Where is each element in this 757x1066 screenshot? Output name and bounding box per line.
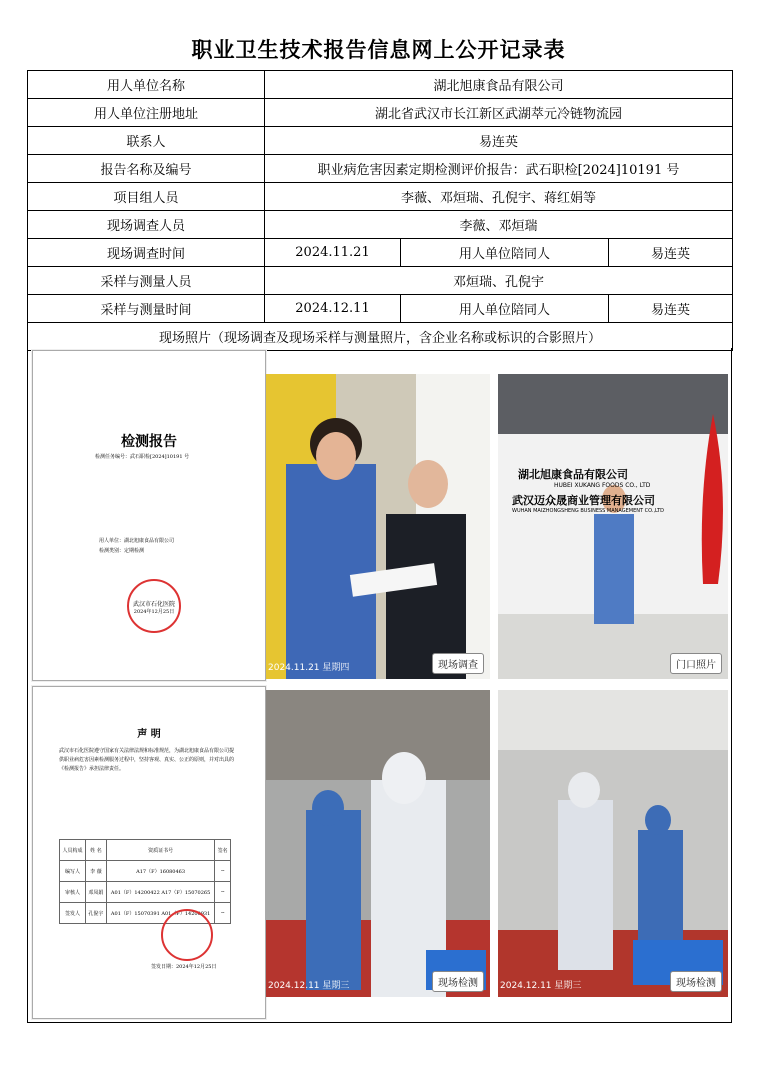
handwritten-signature: ∽: [215, 903, 231, 924]
company-sign-2-en: WUHAN MAIZHONGSHENG BUSINESS MANAGEMENT CO.,LTD: [512, 508, 665, 514]
report-cover-type: 检测类别：定期检测: [99, 548, 145, 554]
row-sampling-staff: [28, 267, 733, 295]
sig-header-name: 姓 名: [86, 840, 107, 861]
label-survey-accompany: 用人单位陪同人: [401, 239, 609, 267]
value-employer-name: 湖北旭康食品有限公司: [265, 71, 733, 99]
photos-header: 现场照片（现场调查及现场采样与测量照片，含企业名称或标识的合影照片）: [28, 323, 733, 351]
sig-cert: A17（F）16080463: [106, 861, 215, 882]
company-sign-2: 武汉迈众晟商业管理有限公司: [512, 494, 655, 507]
photo-site-testing-2: [498, 690, 728, 997]
page-title: 职业卫生技术报告信息网上公开记录表: [191, 38, 566, 62]
row-photos-header: [28, 323, 733, 351]
testing-scene-1-icon: [266, 690, 490, 997]
record-table: [27, 70, 733, 351]
row-employer-address: [28, 99, 733, 127]
photo-site-testing-1: [266, 690, 490, 997]
sig-name: 李 薇: [86, 861, 107, 882]
row-report: [28, 155, 733, 183]
sig-name: 邓凤娟: [86, 882, 107, 903]
statement-image: [32, 686, 266, 1019]
photo-3-timestamp: 2024.12.11 星期三: [268, 981, 350, 991]
sig-cert: A01（F）15070391 A01（F）14200931: [106, 903, 215, 924]
row-survey-staff: [28, 211, 733, 239]
testing-scene-2-icon: [498, 690, 728, 997]
photo-1-timestamp: 2024.11.21 星期四: [268, 663, 350, 673]
label-survey-staff: 现场调查人员: [28, 211, 265, 239]
photo-1-caption: 现场调查: [432, 653, 484, 674]
table-row: [60, 861, 231, 882]
handwritten-signature: ∽: [215, 861, 231, 882]
row-sampling-time: [28, 295, 733, 323]
survey-scene-icon: [266, 374, 490, 679]
row-team: [28, 183, 733, 211]
report-cover-unit: 用人单位：湖北旭康食品有限公司: [99, 538, 175, 544]
sig-role: 签发人: [60, 903, 86, 924]
statement-heading: 声 明: [137, 729, 161, 740]
row-contact: [28, 127, 733, 155]
label-team: 项目组人员: [28, 183, 265, 211]
value-survey-staff: 李薇、邓烜瑞: [265, 211, 733, 239]
statement-body: 武汉市石化医院遵守国家有关法律法规和标准规范，为湖北旭康食品有限公司提供职业病危害因素检测服务过程中，坚持客观、真实、公正的原则，并对出具的《检测报告》承担法律责任。: [59, 748, 235, 772]
value-team: 李薇、邓烜瑞、孔倪宇、蒋红娟等: [265, 183, 733, 211]
statement-date: 签发日期：2024年12月25日: [151, 964, 217, 970]
report-cover-number: 检测任务编号：武石职检[2024]10191 号: [95, 454, 190, 460]
sig-role: 审核人: [60, 882, 86, 903]
report-cover-issuer: 武汉市石化医院: [132, 601, 175, 608]
label-employer-name: 用人单位名称: [28, 71, 265, 99]
sig-header-role: 人员构成: [60, 840, 86, 861]
value-survey-time: 2024.11.21: [265, 239, 401, 267]
report-cover-date: 2024年12月25日: [133, 609, 175, 615]
photos-area: [27, 348, 732, 1023]
row-survey-time: [28, 239, 733, 267]
value-survey-accompany: 易连英: [609, 239, 733, 267]
label-survey-time: 现场调查时间: [28, 239, 265, 267]
sig-name: 孔倪宇: [86, 903, 107, 924]
sig-header-cert: 资质证书号: [106, 840, 215, 861]
value-report: 职业病危害因素定期检测评价报告：武石职检[2024]10191 号: [265, 155, 733, 183]
value-sampling-accompany: 易连英: [609, 295, 733, 323]
photo-site-survey: [266, 374, 490, 679]
label-report: 报告名称及编号: [28, 155, 265, 183]
sig-role: 编写人: [60, 861, 86, 882]
signature-table: [59, 839, 231, 924]
photo-2-caption: 门口照片: [670, 653, 722, 674]
label-employer-address: 用人单位注册地址: [28, 99, 265, 127]
row-employer-name: [28, 71, 733, 99]
value-contact: 易连英: [265, 127, 733, 155]
value-employer-address: 湖北省武汉市长江新区武湖萃元冷链物流园: [265, 99, 733, 127]
entrance-scene-icon: [498, 374, 728, 679]
photo-3-caption: 现场检测: [432, 971, 484, 992]
table-row: [60, 882, 231, 903]
label-sampling-staff: 采样与测量人员: [28, 267, 265, 295]
report-cover-heading: 检测报告: [121, 434, 177, 450]
report-seal-icon: [127, 579, 181, 633]
photo-4-caption: 现场检测: [670, 971, 722, 992]
sig-header-sign: 签名: [215, 840, 231, 861]
statement-seal-icon: [161, 909, 213, 961]
report-cover-image: [32, 350, 266, 681]
value-sampling-time: 2024.12.11: [265, 295, 401, 323]
company-sign-en: HUBEI XUKANG FOODS CO., LTD: [554, 482, 651, 489]
photo-4-timestamp: 2024.12.11 星期三: [500, 981, 582, 991]
value-sampling-staff: 邓烜瑞、孔倪宇: [265, 267, 733, 295]
sig-cert: A01（F）14200422 A17（F）15070265: [106, 882, 215, 903]
handwritten-signature: ∽: [215, 882, 231, 903]
label-contact: 联系人: [28, 127, 265, 155]
label-sampling-accompany: 用人单位陪同人: [401, 295, 609, 323]
company-sign: 湖北旭康食品有限公司: [518, 468, 628, 481]
label-sampling-time: 采样与测量时间: [28, 295, 265, 323]
photo-entrance: [498, 374, 728, 679]
